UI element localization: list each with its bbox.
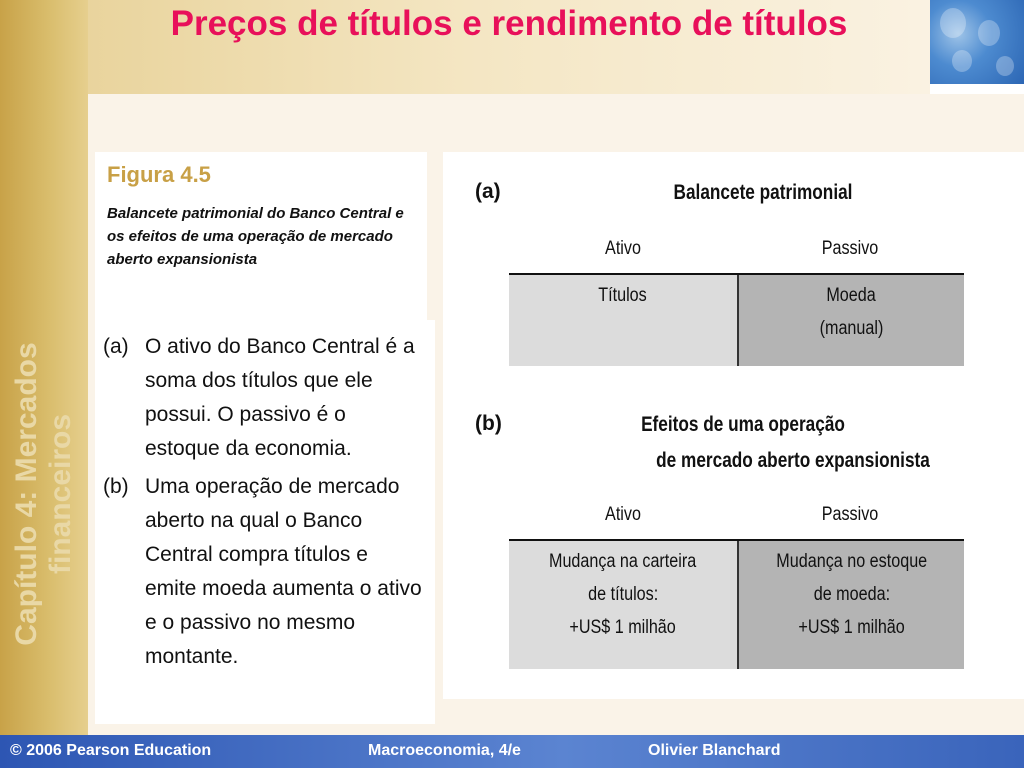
figure-label: Figura 4.5 [107,162,211,187]
part-b-assets-cell [509,541,737,669]
cell-line: Títulos [598,285,648,306]
chapter-side-title: Capítulo 4: Mercados financeiros [10,342,77,646]
part-a-heading: Balancete patrimonial [673,181,853,204]
cell-line: +US$ 1 milhão [569,617,677,638]
footer-author: Olivier Blanchard [648,742,781,759]
description-item-a [103,330,425,466]
footer-bar [0,735,1024,768]
part-b-liabilities-header: Passivo [821,504,879,525]
description-text: O ativo do Banco Central é a soma dos títulos que ele possui. O passivo é o estoque da economia. [145,335,415,460]
cell-line: (manual) [819,318,884,339]
part-b-label: (b) [475,412,502,435]
part-b-heading-line2: de mercado aberto expansionista [656,449,930,472]
cell-line: de títulos: [587,584,659,605]
part-a-liabilities-header: Passivo [821,238,879,259]
footer-copyright: © 2006 Pearson Education [10,742,212,759]
part-a-liabilities-cell [739,275,964,366]
cell-line: +US$ 1 milhão [798,617,905,638]
cell-line: Mudança no estoque [776,551,927,572]
description-marker: (b) [103,475,129,498]
corner-decoration [930,0,1024,84]
figure-panel [443,152,1024,699]
part-b-divider [737,541,739,669]
slide-title: Preços de títulos e rendimento de títulos [170,4,848,43]
cell-line: Mudança na carteira [549,551,697,572]
figure-caption-box [95,152,427,320]
figure-caption: Balancete patrimonial do Banco Central e os efeitos de uma operação de mercado aberto expansionista [107,205,404,268]
description-item-b [103,470,425,674]
cell-line: de moeda: [813,584,890,605]
part-a-assets-cell [509,275,737,366]
part-b-assets-header: Ativo [605,504,641,525]
part-b-liabilities-cell [739,541,964,669]
footer-book: Macroeconomia, 4/e [368,742,521,759]
part-a-divider [737,275,739,366]
part-b-heading-line1: Efeitos de uma operação [641,413,845,436]
description-text: Uma operação de mercado aberto na qual o Banco Central compra títulos e emite moeda aumenta o ativo e o passivo no mesmo montante. [145,475,422,668]
description-marker: (a) [103,335,129,358]
cell-line: Moeda [826,285,877,306]
part-a-label: (a) [475,180,501,203]
part-a-assets-header: Ativo [605,238,641,259]
description-box [95,320,435,724]
